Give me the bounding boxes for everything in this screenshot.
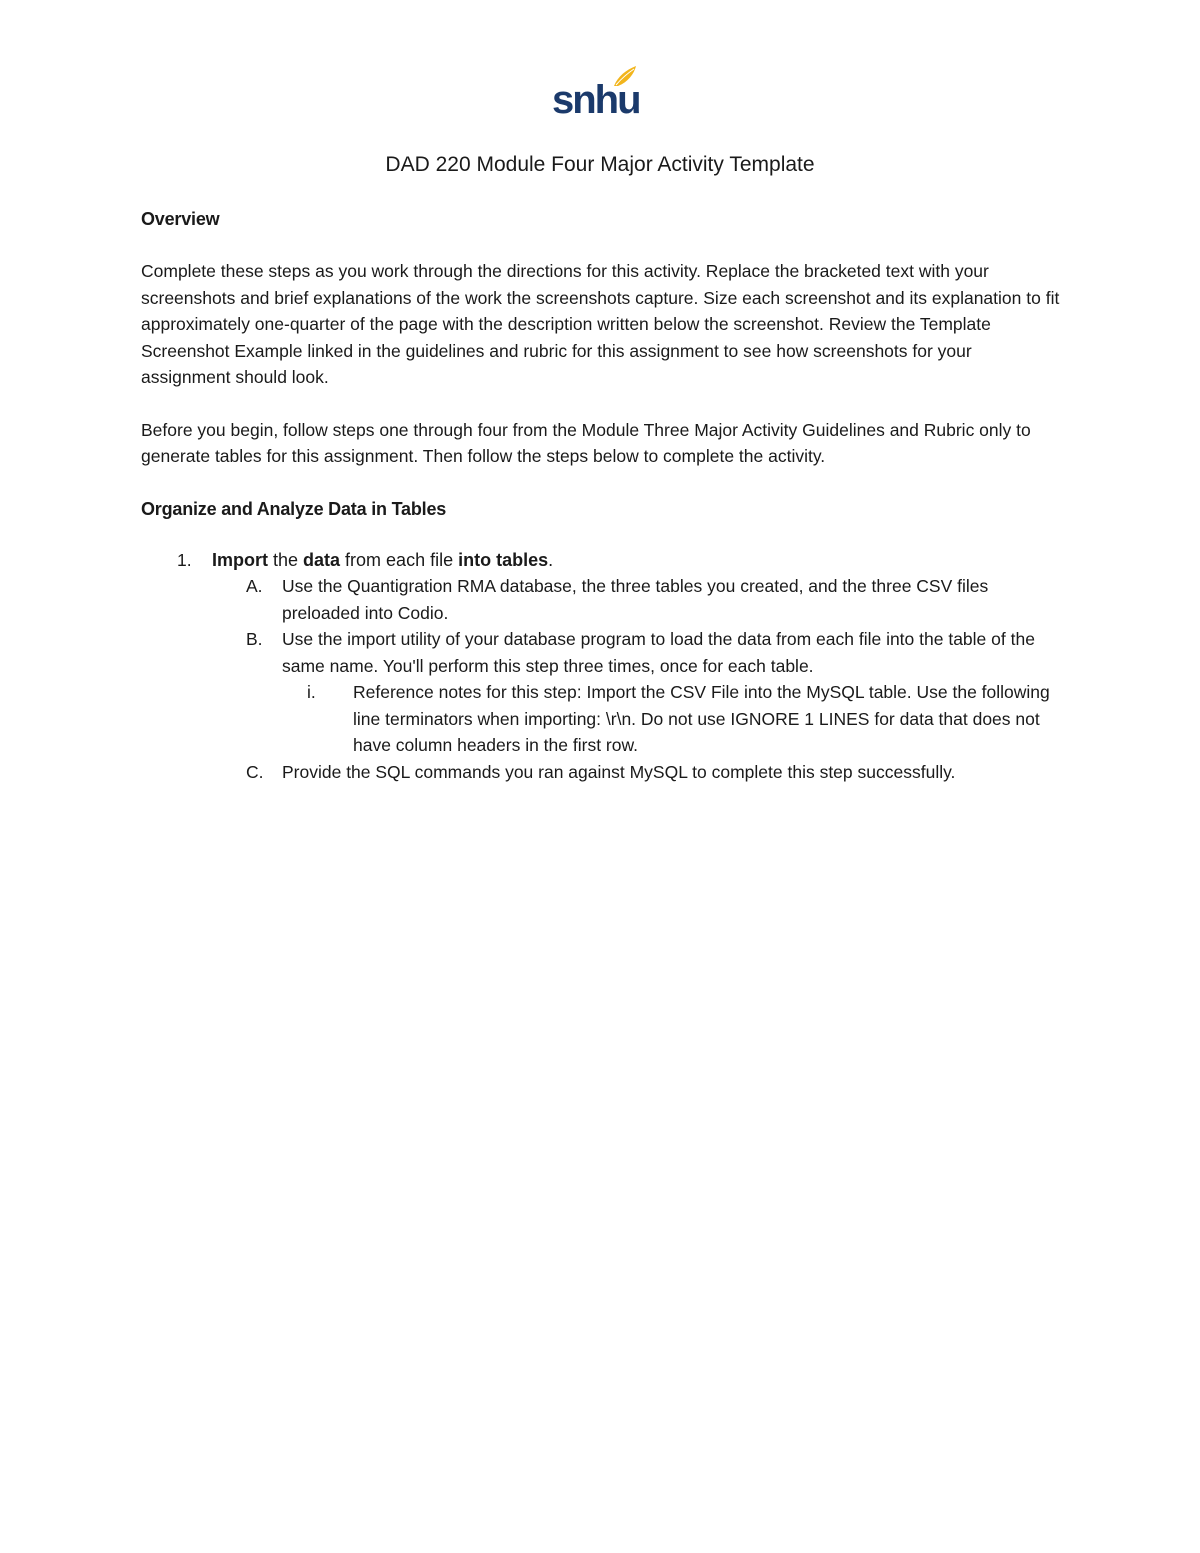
sub-sub-step-number: i. [307,682,316,702]
list-item [141,573,1061,626]
overview-paragraph-2: Before you begin, follow steps one through four from the Module Three Major Activity Guidelines and Rubric only to generate tables for this assignment. Then follow the steps below to complete the activity. [141,419,1031,466]
step-text: Import the data from each file into tables. [212,549,554,570]
sub-step-text: Use the Quantigration RMA database, the three tables you created, and the three CSV files preloaded into Codio. [282,576,989,623]
logo-wordmark: snhu [552,78,640,122]
sub-step-text: Provide the SQL commands you ran against MySQL to complete this step successfully. [282,761,956,782]
sub-step-letter: B. [246,629,263,649]
sub-step-text: Use the import utility of your database program to load the data from each file into the table of the same name. You'll perform this step three times, once for each table. [282,629,1035,676]
sub-step-letter: C. [246,761,264,782]
list-item [141,759,1061,786]
sub-step-letter: A. [246,576,263,596]
document-body [141,205,1061,785]
overview-paragraph-1: Complete these steps as you work through the directions for this activity. Replace the bracketed text with your screenshots and brief explanations of the work the screenshots capture. Size each screenshot and its explanation to fit approximately one-quarter of the page with the description written below the screenshot. Review the Template Screenshot Example linked in the guidelines and rubric for this assignment to see how screenshots for your assignment should look. [141,261,1060,387]
organize-heading: Organize and Analyze Data in Tables [141,498,447,519]
list-item [0,547,1061,574]
list-item [141,679,1061,759]
list-item [141,626,1061,679]
document-title: DAD 220 Module Four Major Activity Template [385,153,815,176]
step-number: 1. [177,549,192,570]
steps-list [141,547,1061,786]
snhu-logo [552,62,642,126]
sub-sub-step-text: Reference notes for this step: Import the CSV File into the MySQL table. Use the following line terminators when importing: \r\n. Do not use IGNORE 1 LINES for data that does not have column headers in the first row. [353,682,1050,755]
overview-heading: Overview [141,209,220,229]
